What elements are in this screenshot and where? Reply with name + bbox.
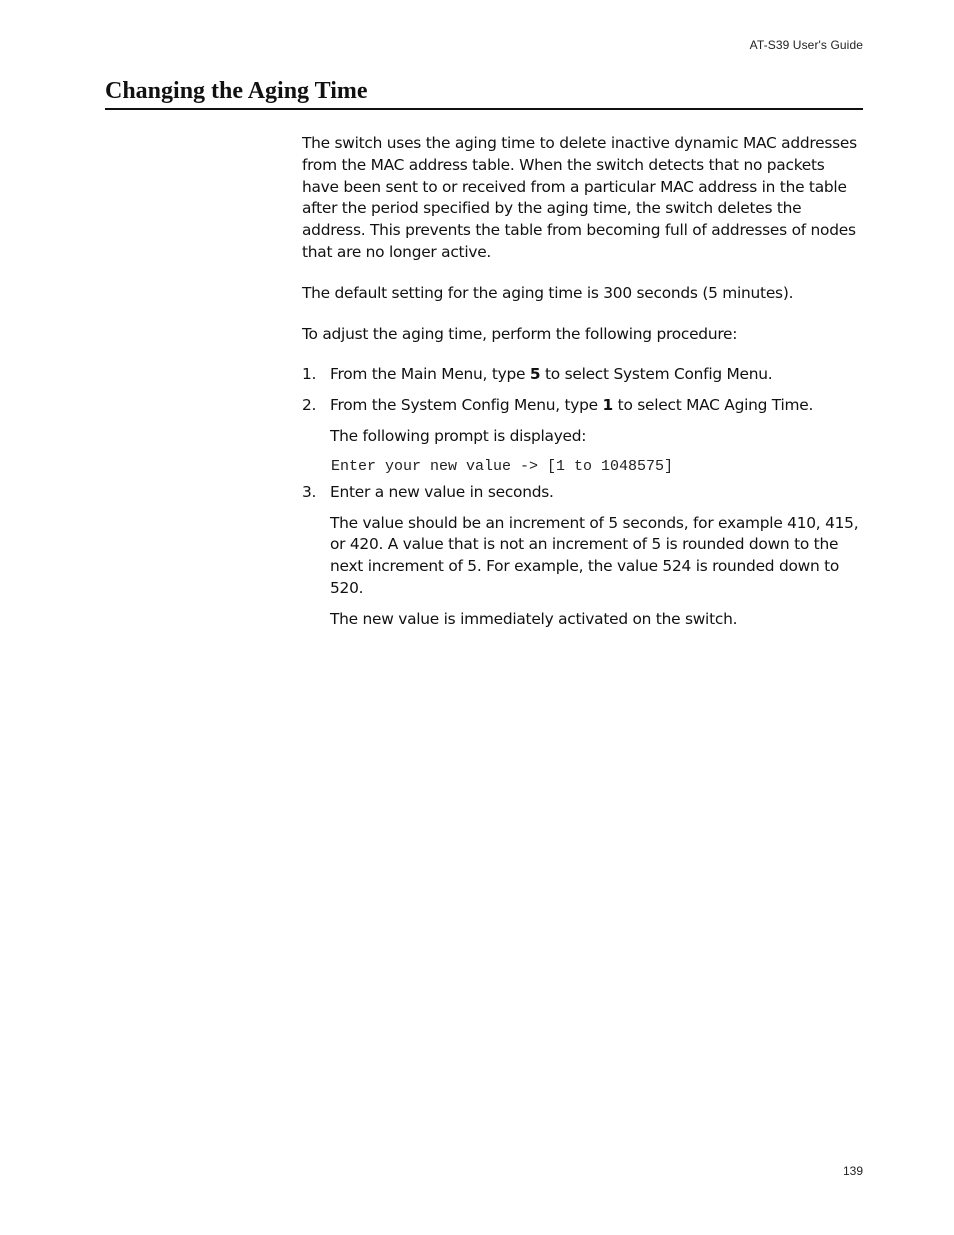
step-note: The value should be an increment of 5 seconds, for example 410, 415, or 420. A value that is not an increment of 5 is rounded down to the next increment of 5. For example, the value 524 is rounded down to 520. <box>330 513 859 597</box>
step-key: 5 <box>529 365 541 384</box>
step-key: 1 <box>602 396 614 415</box>
procedure-step-2 <box>302 395 864 417</box>
step-number: 2. <box>302 396 317 415</box>
step-note: The new value is immediately activated on the switch. <box>330 609 738 628</box>
step-note: The following prompt is displayed: <box>330 426 587 445</box>
prompt-code: Enter your new value -> [1 to 1048575] <box>331 457 674 475</box>
procedure-step-3 <box>302 482 864 504</box>
step-text: From the Main Menu, type <box>330 365 530 384</box>
step-number: 3. <box>302 482 317 501</box>
default-setting-paragraph: The default setting for the aging time is 300 seconds (5 minutes). <box>302 283 794 302</box>
step-text: From the System Config Menu, type <box>330 396 603 415</box>
step-text: to select System Config Menu. <box>540 365 773 384</box>
body-content <box>302 133 864 640</box>
procedure-intro-paragraph: To adjust the aging time, perform the following procedure: <box>302 324 738 343</box>
running-header: AT-S39 User's Guide <box>749 38 863 52</box>
procedure-step-1 <box>302 364 864 386</box>
step-text: Enter a new value in seconds. <box>330 482 554 501</box>
step-text: to select MAC Aging Time. <box>613 396 814 415</box>
section-title: Changing the Aging Time <box>105 76 863 110</box>
page-number: 139 <box>842 1164 863 1178</box>
intro-paragraph: The switch uses the aging time to delete inactive dynamic MAC addresses from the MAC address table. When the switch detects that no packets have been sent to or received from a particular MAC address in the table after the period specified by the aging time, the switch deletes the address. This prevents the table from becoming full of addresses of nodes that are no longer active. <box>302 134 857 261</box>
step-number: 1. <box>302 365 317 384</box>
